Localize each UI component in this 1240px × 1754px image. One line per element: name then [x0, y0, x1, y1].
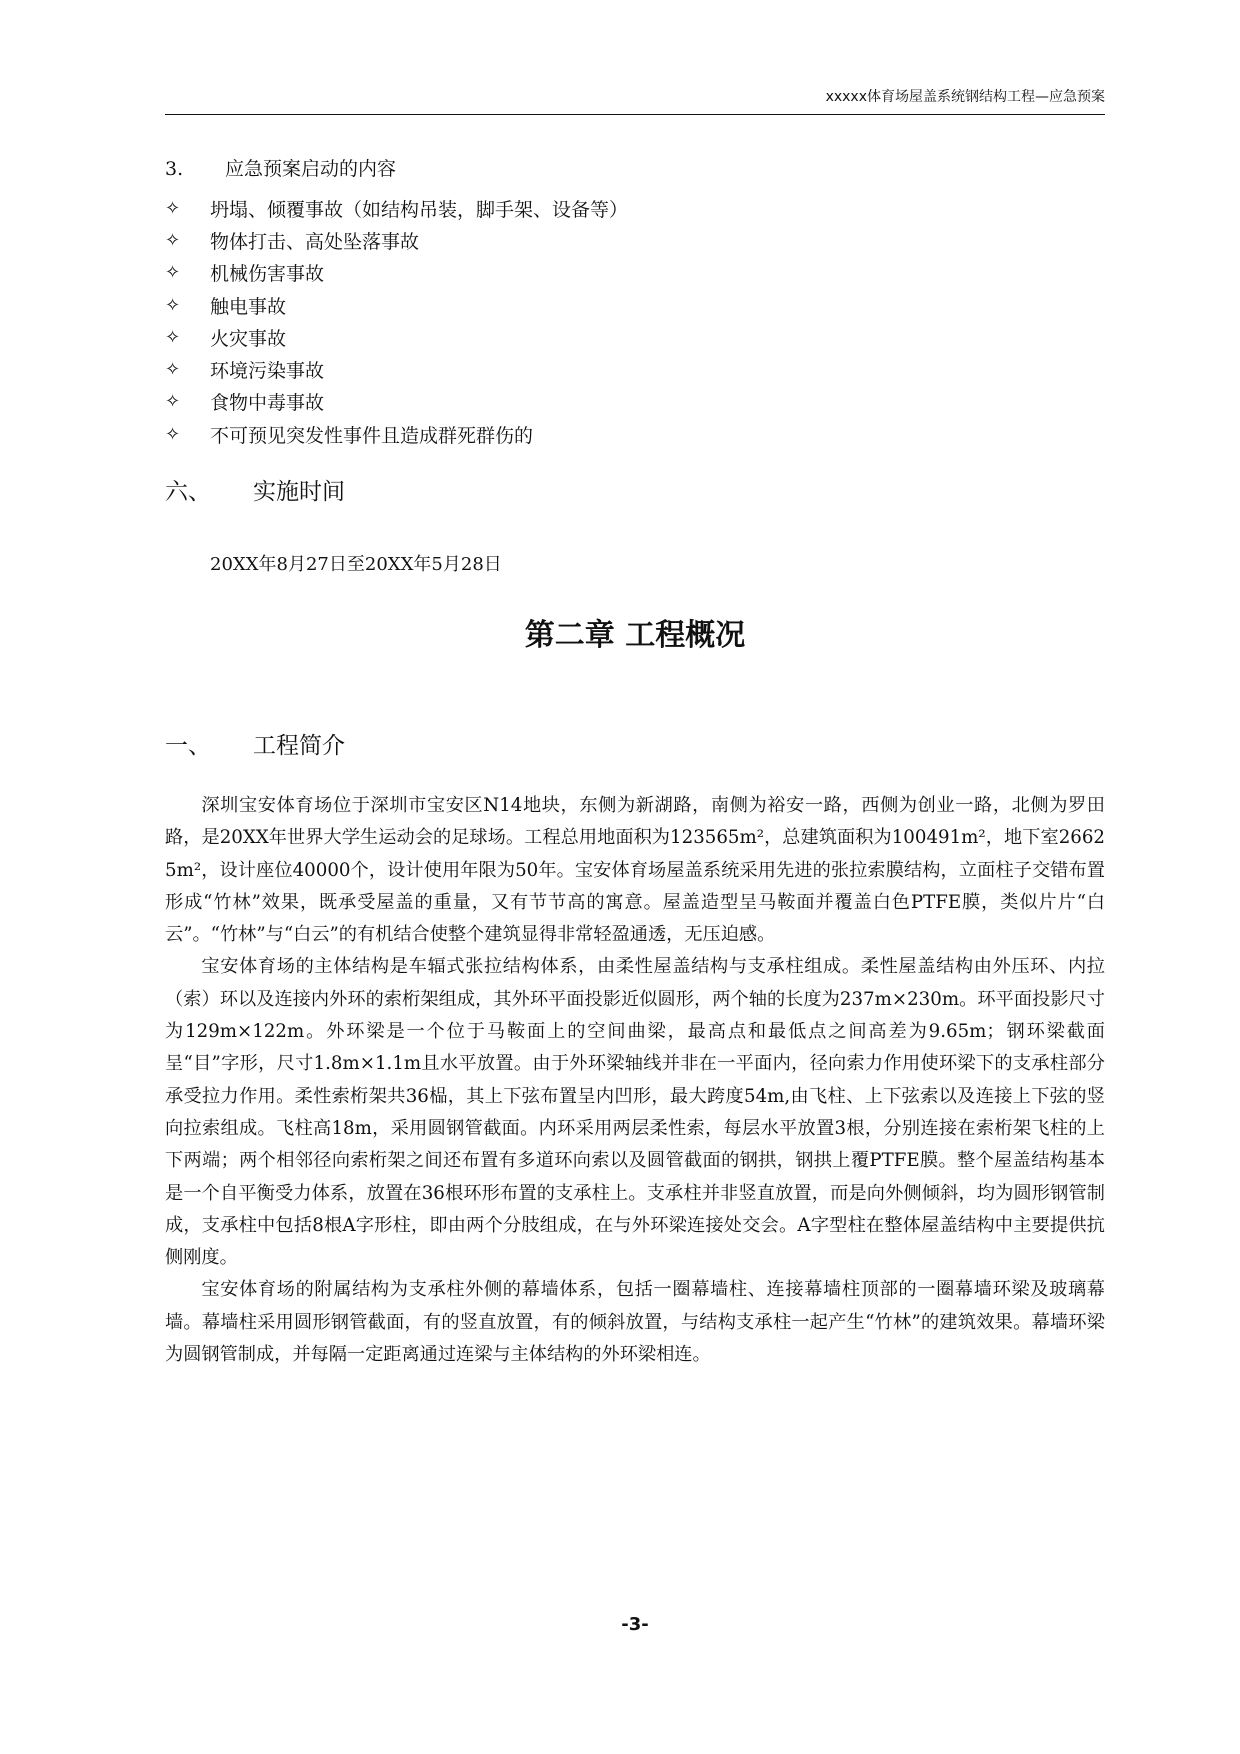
list-item: ✧ 环境污染事故 [165, 359, 325, 383]
list-item: ✧ 食物中毒事故 [165, 391, 325, 415]
paragraph: 宝安体育场的主体结构是车辐式张拉结构体系，由柔性屋盖结构与支承柱组成。柔性屋盖结构由外压环、内拉（索）环以及连接内外环的索桁架组成，其外环平面投影近似圆形，两个轴的长度为237m×230m。环平面投影尺寸为129m×122m。外环梁是一个位于马鞍面上的空间曲梁，最高点和最低点之间高差为9.65m；钢环梁截面呈“目”字形，尺寸1.8m×1.1m且水平放置。由于外环梁轴线并非在一平面内，径向索力作用使环梁下的支承柱部分承受拉力作用。柔性索桁架共36榀，其上下弦布置呈内凹形，最大跨度54m,由飞柱、上下弦索以及连接上下弦的竖向拉索组成。飞柱高18m，采用圆钢管截面。内环采用两层柔性索，每层水平放置3根，分别连接在索桁架飞柱的上下两端；两个相邻径向索桁架之间还布置有多道环向索以及圆管截面的钢拱，钢拱上覆PTFE膜。整个屋盖结构基本是一个自平衡受力体系，放置在36根环形布置的支承柱上。支承柱并非竖直放置，而是向外侧倾斜，均为圆形钢管制成，支承柱中包括8根A字形柱，即由两个分肢组成，在与外环梁连接处交会。A字型柱在整体屋盖结构中主要提供抗侧刚度。 [165, 956, 1105, 1269]
section-3-number: 3. [165, 158, 184, 180]
list-item: ✧ 火灾事故 [165, 326, 287, 350]
section-6-heading [165, 473, 345, 506]
section-6-number: 六、 [165, 479, 211, 505]
section-3-title: 应急预案启动的内容 [225, 158, 397, 180]
implementation-date: 20XX年8月27日至20XX年5月28日 [210, 554, 502, 575]
list-item: ✧ 不可预见突发性事件且造成群死群伤的 [165, 423, 534, 447]
list-item: ✧ 触电事故 [165, 294, 287, 318]
emergency-content-list [165, 192, 628, 450]
diamond-bullet-icon: ✧ [165, 391, 181, 413]
diamond-bullet-icon: ✧ [165, 294, 181, 316]
project-overview-text [165, 790, 1105, 1371]
section-3-heading [165, 154, 396, 181]
paragraph: 宝安体育场的附属结构为支承柱外侧的幕墙体系，包括一圈幕墙柱、连接幕墙柱顶部的一圈幕墙环梁及玻璃幕墙。幕墙柱采用圆形钢管截面，有的竖直放置，有的倾斜放置，与结构支承柱一起产生“竹林”的建筑效果。幕墙环梁为圆钢管制成，并每隔一定距离通过连梁与主体结构的外环梁相连。 [165, 1279, 1105, 1366]
page-header: xxxxx体育场屋盖系统钢结构工程—应急预案 [165, 86, 1105, 115]
diamond-bullet-icon: ✧ [165, 229, 181, 251]
diamond-bullet-icon: ✧ [165, 359, 181, 381]
diamond-bullet-icon: ✧ [165, 262, 181, 284]
section-1-heading [165, 727, 345, 760]
chapter-title: 第二章 工程概况 [524, 618, 746, 653]
list-item: ✧ 物体打击、高处坠落事故 [165, 229, 420, 253]
list-item: ✧ 机械伤害事故 [165, 262, 325, 286]
diamond-bullet-icon: ✧ [165, 197, 181, 219]
diamond-bullet-icon: ✧ [165, 326, 181, 348]
page-number: -3- [621, 1614, 649, 1635]
section-1-title: 工程简介 [253, 733, 345, 759]
list-item: ✧ 坍塌、倾覆事故（如结构吊装，脚手架、设备等） [165, 197, 629, 221]
section-6-title: 实施时间 [253, 479, 345, 505]
diamond-bullet-icon: ✧ [165, 423, 181, 445]
paragraph: 深圳宝安体育场位于深圳市宝安区N14地块，东侧为新湖路，南侧为裕安一路，西侧为创业一路，北侧为罗田路，是20XX年世界大学生运动会的足球场。工程总用地面积为123565m²，总建筑面积为100491m²，地下室26625m²，设计座位40000个，设计使用年限为50年。宝安体育场屋盖系统采用先进的张拉索膜结构，立面柱子交错布置形成“竹林”效果，既承受屋盖的重量，又有节节高的寓意。屋盖造型呈马鞍面并覆盖白色PTFE膜，类似片片“白云”。“竹林”与“白云”的有机结合使整个建筑显得非常轻盈通透，无压迫感。 [165, 795, 1105, 946]
section-1-number: 一、 [165, 733, 211, 759]
